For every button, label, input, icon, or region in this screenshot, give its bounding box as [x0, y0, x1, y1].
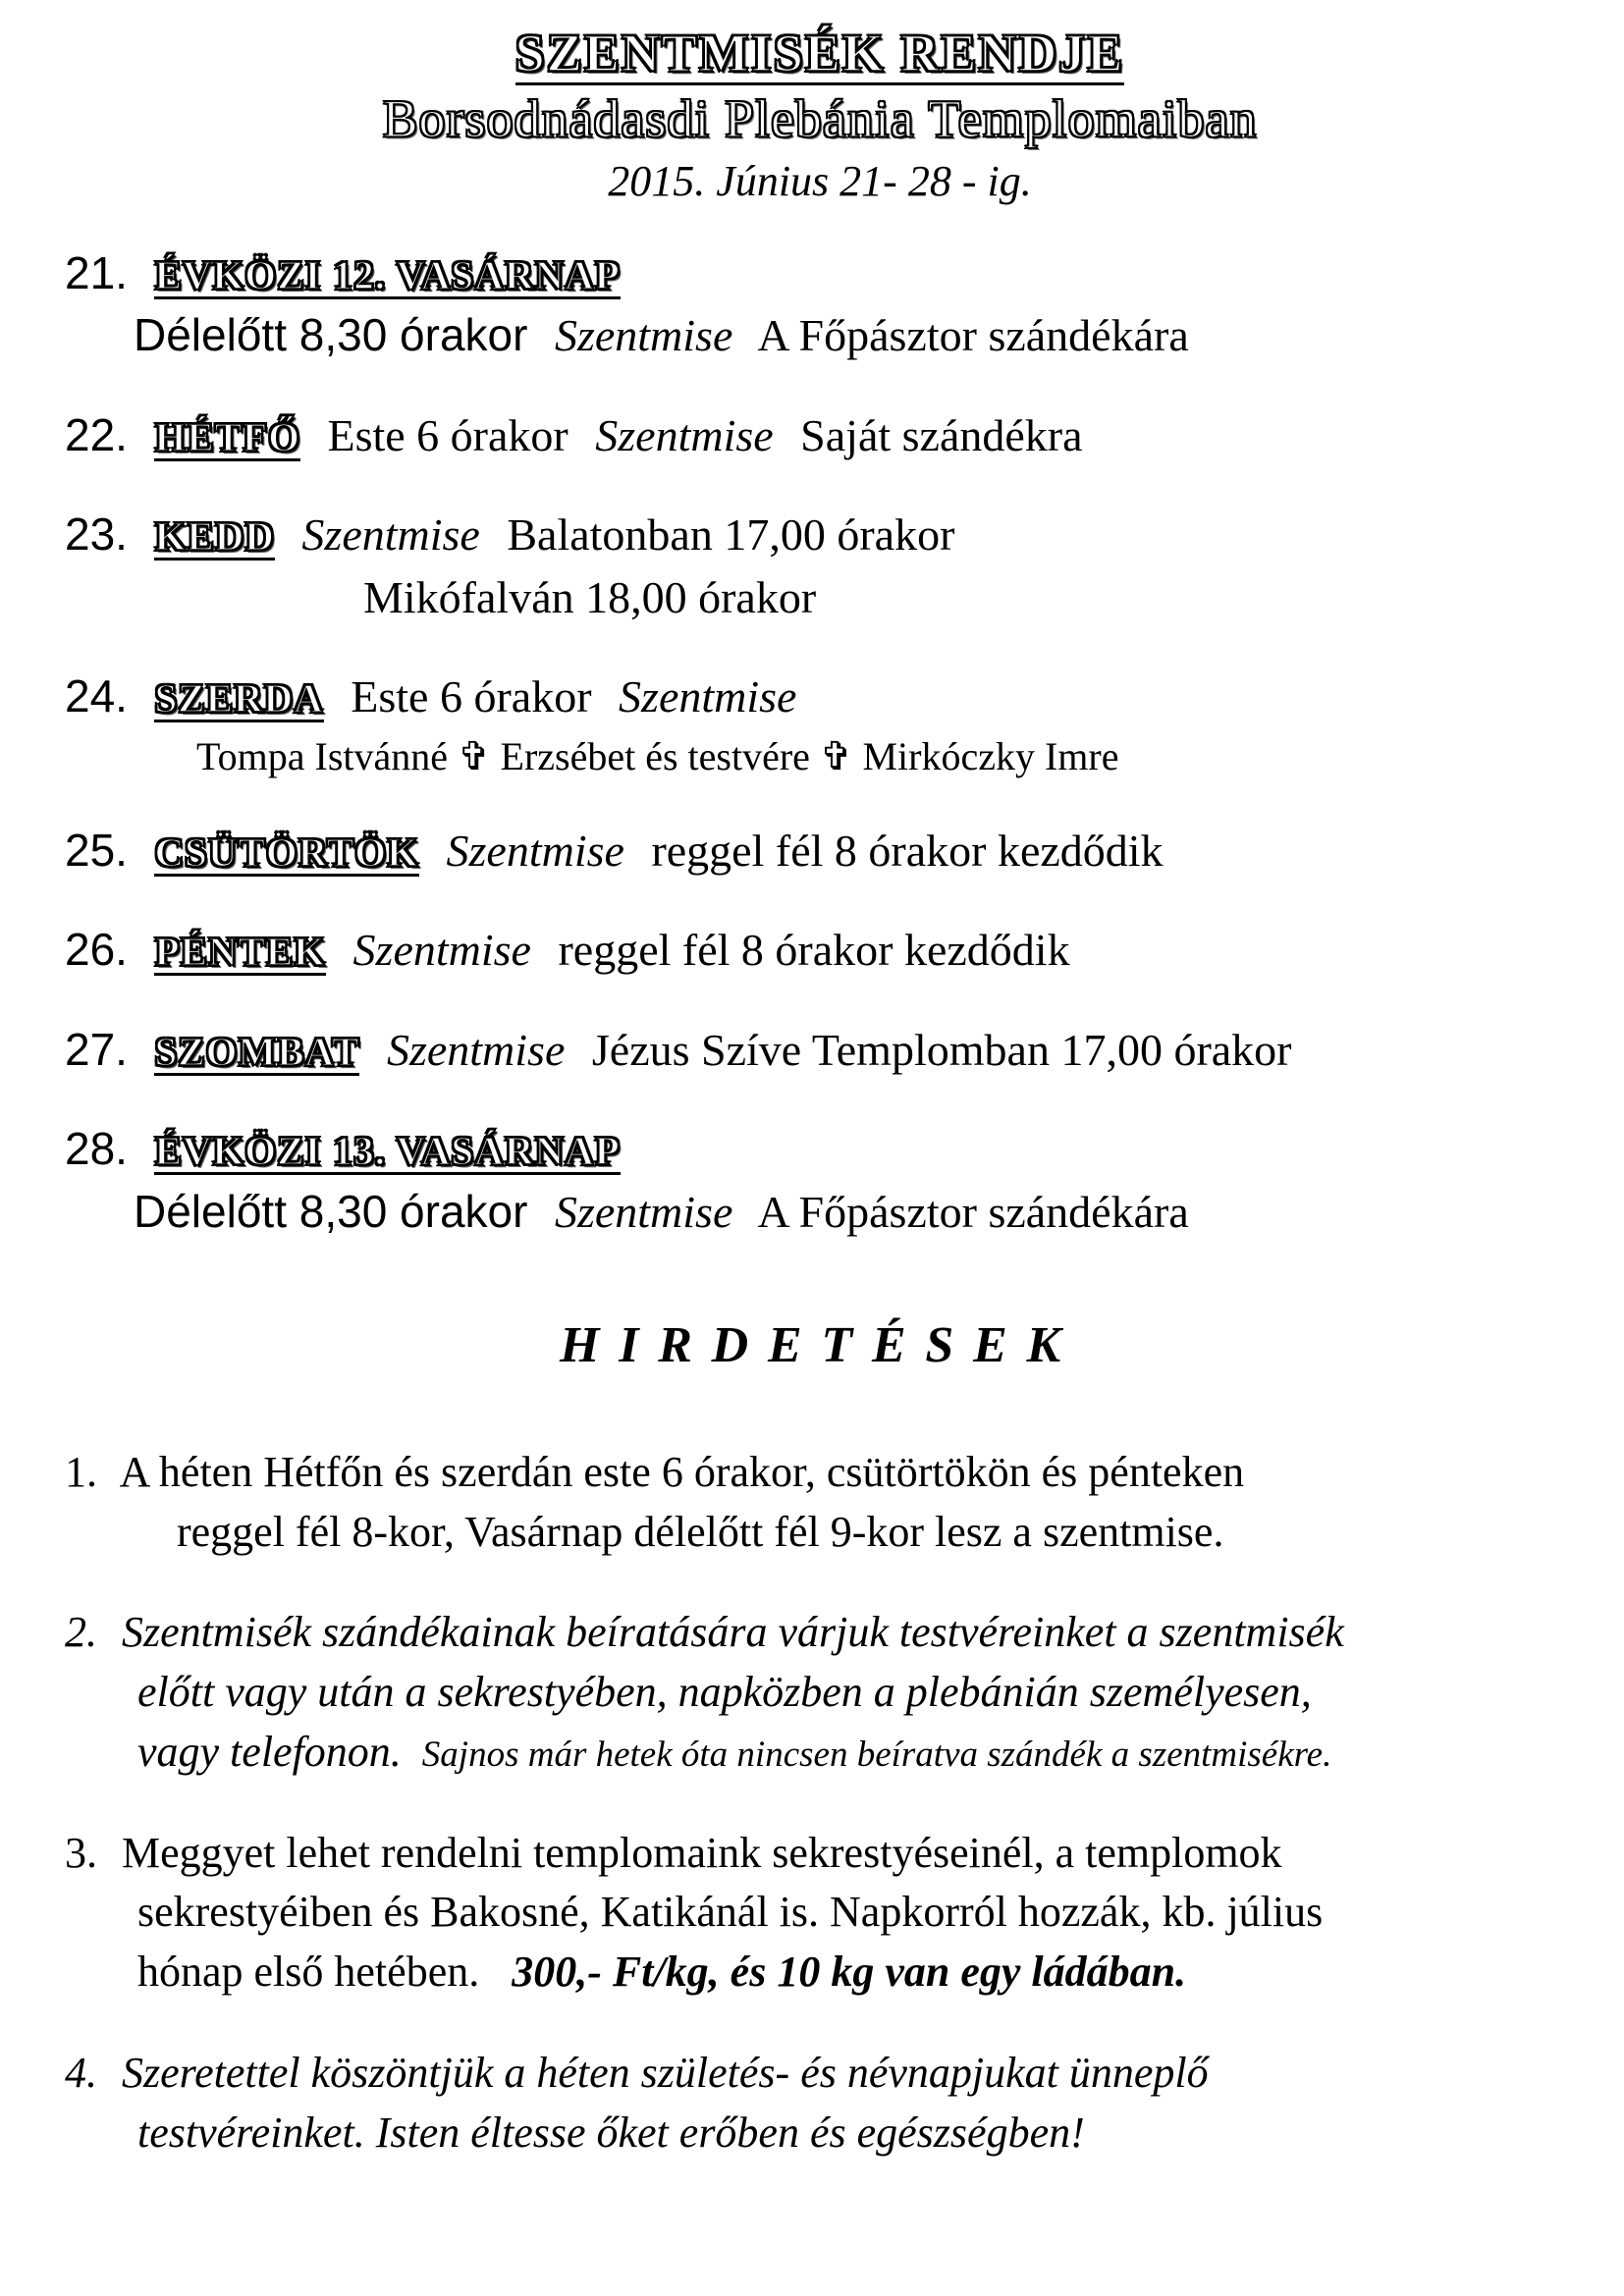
- schedule-item-23: [65, 507, 1575, 625]
- day-number: 24.: [65, 670, 128, 722]
- mass-place-time-2: Mikófalván 18,00 órakor: [363, 571, 817, 622]
- announcement-line: [65, 1824, 1575, 1884]
- mass-word: Szentmise: [386, 1024, 566, 1075]
- announcement-line: [65, 1723, 1575, 1783]
- day-number: 22.: [65, 408, 128, 460]
- day-name: PÉNTEK: [154, 931, 326, 976]
- announcement-number: 3.: [65, 1828, 97, 1877]
- mass-word: Szentmise: [301, 509, 480, 561]
- day-number: 25.: [65, 824, 128, 876]
- announcement-line: testvéreinket. Isten éltesse őket erőben és egészségben!: [137, 2108, 1085, 2157]
- schedule-item-22: [65, 407, 1575, 464]
- announcement-text: A héten Hétfőn és szerdán este 6 órakor, csütörtökön és pénteken: [119, 1448, 1245, 1497]
- date-range: 2015. Június 21- 28 - ig.: [608, 157, 1032, 206]
- schedule-item-21: [65, 245, 1575, 364]
- day-number: 23.: [65, 508, 128, 561]
- mass-word: Szentmise: [446, 825, 624, 876]
- day-number: 26.: [65, 924, 128, 976]
- mass-word: Szentmise: [619, 671, 797, 722]
- mass-word: Szentmise: [595, 409, 774, 460]
- announcement-4: [65, 2044, 1575, 2163]
- mass-intention: A Főpásztor szándékára: [757, 1186, 1189, 1237]
- schedule-line: [65, 407, 1575, 464]
- mass-time: Délelőtt 8,30 órakor: [134, 1185, 528, 1237]
- announcement-text: Szentmisék szándékainak beíratására várjuk testvéreinket a szentmisék: [122, 1608, 1344, 1657]
- announcement-line: [65, 2044, 1575, 2104]
- schedule-item-25: [65, 823, 1575, 880]
- page-title: [65, 26, 1575, 85]
- day-name: HÉTFŐ: [154, 416, 300, 461]
- schedule-line: [65, 922, 1575, 979]
- day-name: CSÜTÖRTÖK: [154, 831, 419, 877]
- mass-word: Szentmise: [554, 1186, 733, 1237]
- mass-time: Este 6 órakor: [327, 409, 568, 460]
- mass-time: Délelőtt 8,30 órakor: [134, 309, 528, 361]
- announcement-line: sekrestyéiben és Bakosné, Katikánál is. Napkorról hozzák, kb. július: [137, 1888, 1324, 1937]
- mass-place-time: Jézus Szíve Templomban 17,00 órakor: [591, 1024, 1292, 1075]
- price-highlight: 300,- Ft/kg, és 10 kg van egy ládában.: [512, 1948, 1187, 1997]
- mass-time: reggel fél 8 órakor kezdődik: [558, 925, 1070, 976]
- schedule-line: [65, 668, 1575, 725]
- announcement-note: Sajnos már hetek óta nincsen beíratva szándék a szentmisékre.: [421, 1734, 1332, 1775]
- schedule-item-26: [65, 922, 1575, 979]
- schedule-item-28: [65, 1121, 1575, 1240]
- day-number: 27.: [65, 1023, 128, 1075]
- announcement-2: [65, 1603, 1575, 1782]
- announcement-line: előtt vagy után a sekrestyében, napközben a plebánián személyesen,: [137, 1668, 1312, 1717]
- announcement-line: [65, 1943, 1575, 2002]
- page-subtitle: Borsodnádasdi Plebánia Templomaiban: [382, 88, 1258, 148]
- schedule-detail-line: [65, 307, 1575, 364]
- mass-time: reggel fél 8 órakor kezdődik: [651, 825, 1164, 876]
- announcement-text: Szeretettel köszöntjük a héten születés- és névnapjukat ünneplő: [122, 2048, 1209, 2097]
- mass-time: Este 6 órakor: [351, 671, 592, 722]
- day-name: KEDD: [154, 515, 274, 561]
- schedule-detail-line: [65, 569, 1575, 626]
- mass-word: Szentmise: [554, 310, 733, 361]
- day-name: SZERDA: [154, 677, 323, 722]
- schedule-line: [65, 245, 1575, 302]
- schedule-line: [65, 1121, 1575, 1178]
- announcement-text: Meggyet lehet rendelni templomaink sekrestyéseinél, a templomok: [122, 1828, 1282, 1877]
- announcements-list: [65, 1443, 1575, 2163]
- day-number: 21.: [65, 246, 128, 298]
- announcement-line: [65, 1603, 1575, 1663]
- announcement-1: [65, 1443, 1575, 1562]
- schedule-line: [65, 1022, 1575, 1079]
- day-name: ÉVKÖZI 12. VASÁRNAP: [154, 254, 620, 299]
- announcement-text: vagy telefonon.: [137, 1727, 402, 1776]
- mass-place-time: Balatonban 17,00 órakor: [507, 509, 955, 561]
- day-name: ÉVKÖZI 13. VASÁRNAP: [154, 1130, 620, 1175]
- announcement-line: reggel fél 8-kor, Vasárnap délelőtt fél 9-kor lesz a szentmise.: [177, 1507, 1224, 1556]
- mass-intention: A Főpásztor szándékára: [757, 310, 1189, 361]
- schedule-item-27: [65, 1022, 1575, 1079]
- day-name: SZOMBAT: [154, 1031, 359, 1076]
- schedule-line: [65, 823, 1575, 880]
- announcement-text: hónap első hetében.: [137, 1948, 480, 1997]
- mass-schedule-list: [65, 245, 1575, 1241]
- schedule-line: [65, 507, 1575, 563]
- announcement-3: [65, 1824, 1575, 2002]
- announcement-line: [65, 1443, 1575, 1503]
- day-number: 28.: [65, 1123, 128, 1175]
- announcement-number: 1.: [65, 1448, 97, 1497]
- page-title-text: SZENTMISÉK RENDJE: [515, 26, 1125, 85]
- announcement-number: 2.: [65, 1608, 97, 1657]
- announcement-number: 4.: [65, 2048, 97, 2097]
- schedule-detail-line: [65, 1184, 1575, 1241]
- announcements-title: HIRDETÉSEK: [560, 1317, 1080, 1374]
- schedule-item-24: [65, 668, 1575, 779]
- memorial-intention: Tompa Istvánné ✞ Erzsébet és testvére ✞ Mirkóczky Imre: [196, 733, 1119, 778]
- mass-intention: Saját szándékra: [800, 409, 1083, 460]
- mass-word: Szentmise: [352, 925, 531, 976]
